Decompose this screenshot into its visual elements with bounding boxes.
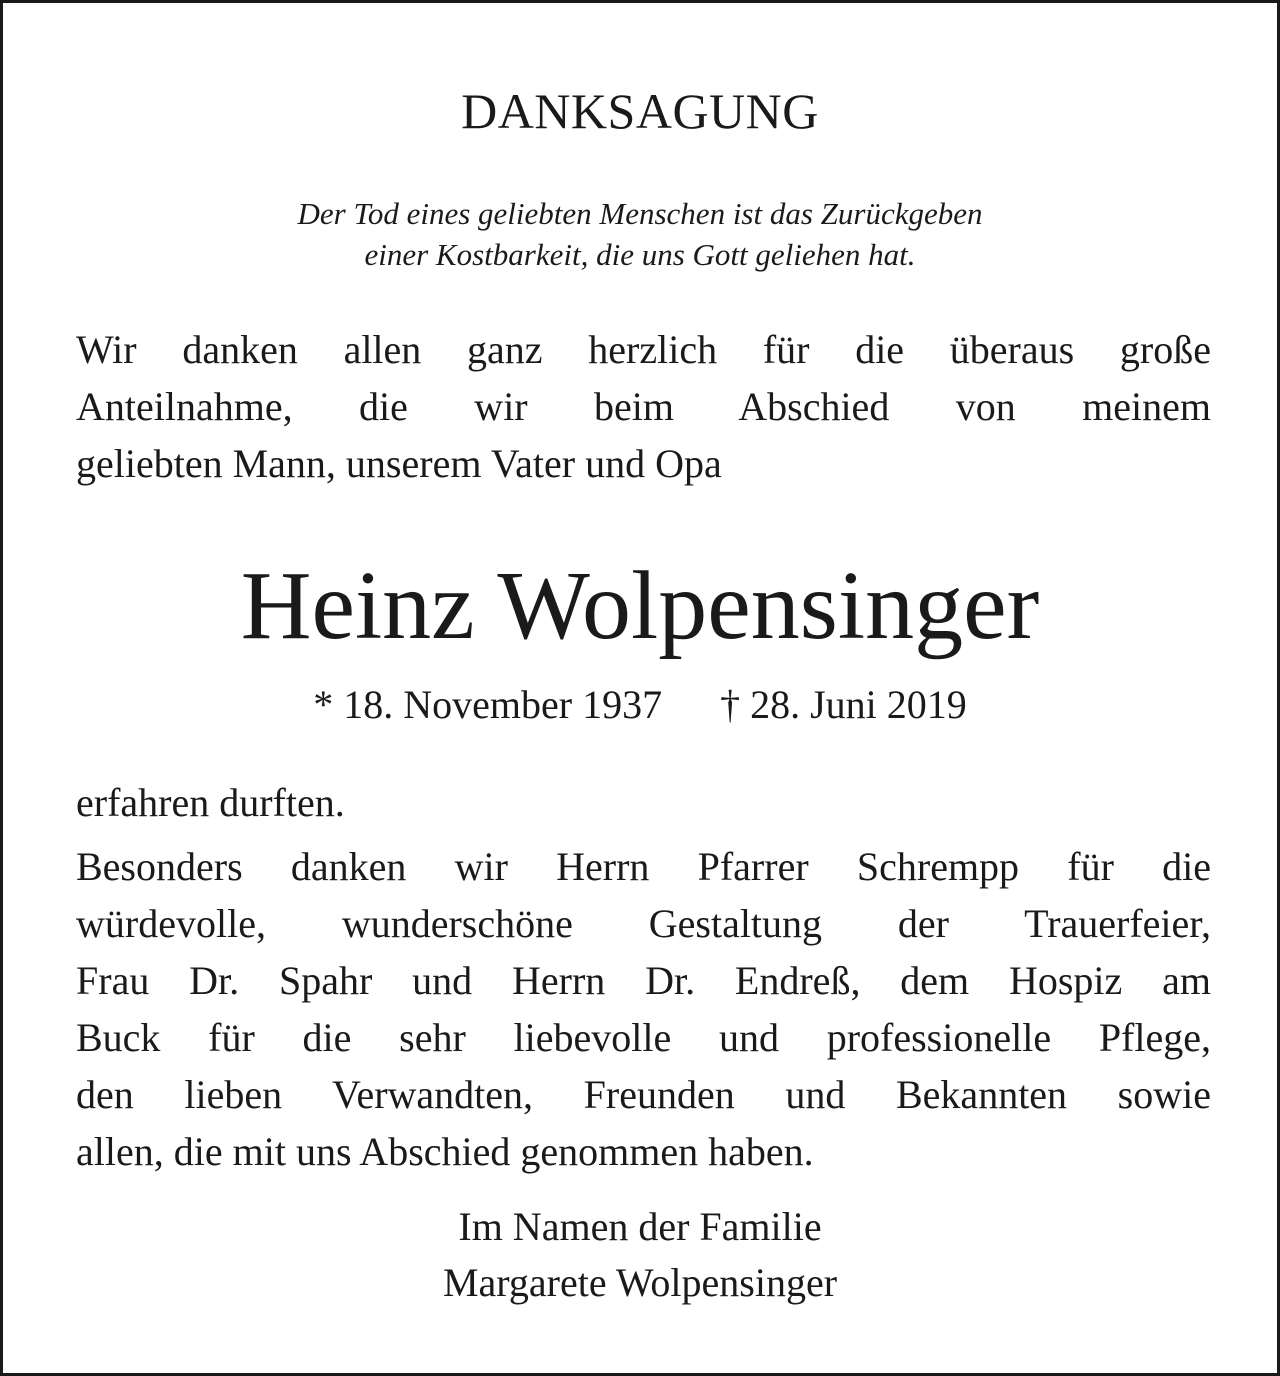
continuation-text: erfahren durften. — [76, 780, 345, 825]
birth-date: * 18. November 1937 — [313, 682, 663, 727]
intro-line: geliebten Mann, unserem Vater und Opa — [76, 441, 722, 486]
life-dates — [3, 679, 1277, 731]
signature-name: Margarete Wolpensinger — [442, 1260, 838, 1305]
thanks-paragraph — [76, 838, 1211, 1180]
death-date: † 28. Juni 2019 — [720, 682, 967, 727]
thanks-line: allen, die mit uns Abschied genommen haben. — [76, 1129, 814, 1174]
thanks-line: Besonders danken wir Herrn Pfarrer Schrempp für die — [76, 844, 1211, 889]
intro-line: Anteilnahme, die wir beim Abschied von meinem — [76, 384, 1211, 429]
thanks-line: den lieben Verwandten, Freunden und Bekannten sowie — [76, 1072, 1211, 1117]
family-signature — [3, 1199, 1277, 1311]
thanks-line: Frau Dr. Spahr und Herrn Dr. Endreß, dem Hospiz am — [76, 958, 1211, 1003]
signature-line: Im Namen der Familie — [458, 1204, 822, 1249]
thanks-line: Buck für die sehr liebevolle und professionelle Pflege, — [76, 1015, 1211, 1060]
quote-line: einer Kostbarkeit, die uns Gott geliehen hat. — [364, 237, 916, 272]
deceased-name: Heinz Wolpensinger — [240, 552, 1040, 660]
intro-paragraph — [76, 321, 1211, 492]
notice-heading: DANKSAGUNG — [461, 83, 819, 139]
memorial-quote — [3, 193, 1277, 275]
thanks-line: würdevolle, wunderschöne Gestaltung der Trauerfeier, — [76, 901, 1211, 946]
intro-line: Wir danken allen ganz herzlich für die überaus große — [76, 327, 1211, 372]
continuation-paragraph — [76, 774, 1211, 831]
quote-line: Der Tod eines geliebten Menschen ist das Zurückgeben — [297, 196, 983, 231]
